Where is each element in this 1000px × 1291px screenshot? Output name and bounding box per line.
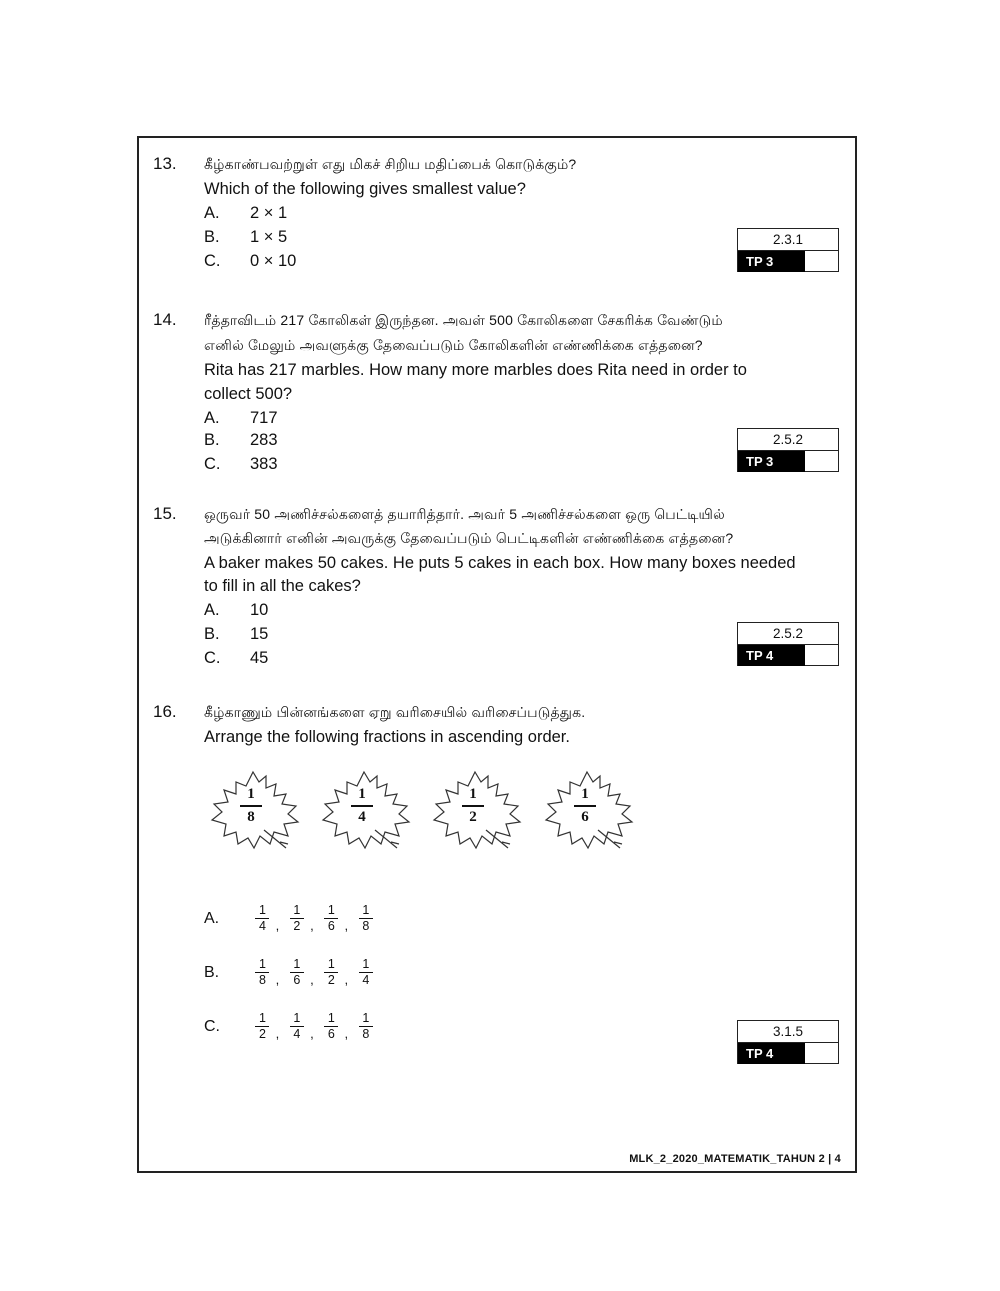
question-tamil-text: கீழ்காண்பவற்றுள் எது மிகச் சிறிய மதிப்பைக் கொடுக்கும்? (204, 156, 577, 172)
fraction: $\frac{1}{6}$ (323, 904, 339, 933)
question-english-text: collect 500? (204, 385, 293, 403)
question-english-text: Arrange the following fractions in ascending order. (204, 728, 570, 746)
question-english-text: A baker makes 50 cakes. He puts 5 cakes in each box. How many boxes needed (204, 554, 796, 572)
skill-code: 2.5.2 (738, 429, 838, 451)
fraction: $\frac{1}{4}$ (358, 958, 374, 987)
question-tamil-text: கீழ்காணும் பின்னங்களை ஏறு வரிசையில் வரிசைப்படுத்துக. (204, 704, 586, 720)
fraction: $\frac{1}{2}$ (254, 1012, 270, 1041)
fraction: $\frac{1}{6}$ (289, 958, 305, 987)
fraction: $\frac{1}{8}$ (254, 958, 270, 987)
fraction: $\frac{1}{4}$ (254, 904, 270, 933)
skill-code: 3.1.5 (738, 1021, 838, 1043)
option-a[interactable]: A. 10 (204, 601, 269, 619)
maple-leaf-fraction: 1 8 (208, 768, 308, 854)
skill-level-box (737, 228, 839, 272)
page-footer: MLK_2_2020_MATEMATIK_TAHUN 2 | 4 (629, 1153, 841, 1165)
question-number: 14. (153, 310, 177, 329)
fraction: $\frac{1}{8}$ (358, 904, 374, 933)
maple-leaf-fraction: 1 6 (542, 768, 642, 854)
tp-level: TP 3 (738, 451, 805, 472)
question-tamil-text: அடுக்கினார் எனின் அவருக்கு தேவைப்படும் பெட்டிகளின் எண்ணிக்கை எத்தனை? (204, 530, 734, 546)
option-b[interactable]: B. 15 (204, 625, 269, 643)
maple-leaf-fraction: 1 4 (319, 768, 419, 854)
option-b[interactable]: B. 283 (204, 431, 278, 449)
option-c[interactable]: C. 0 × 10 (204, 252, 297, 270)
question-number: 15. (153, 504, 177, 523)
worksheet-page (137, 136, 857, 1173)
question-english-text: Rita has 217 marbles. How many more marbles does Rita need in order to (204, 361, 747, 379)
question-number: 16. (153, 702, 177, 721)
option-a[interactable]: A. 2 × 1 (204, 204, 288, 222)
skill-code: 2.3.1 (738, 229, 838, 251)
option-c[interactable]: C. 45 (204, 649, 269, 667)
question-number: 13. (153, 154, 177, 173)
fraction: $\frac{1}{4}$ (289, 1012, 305, 1041)
option-a[interactable]: A. 717 (204, 409, 278, 427)
skill-level-box (737, 622, 839, 666)
fraction: $\frac{1}{2}$ (323, 958, 339, 987)
question-tamil-text: எனில் மேலும் அவளுக்கு தேவைப்படும் கோலிகளின் எண்ணிக்கை எத்தனை? (204, 337, 703, 353)
question-english-text: Which of the following gives smallest value? (204, 180, 526, 198)
fraction: $\frac{1}{6}$ (323, 1012, 339, 1041)
option-a[interactable]: A. $\frac{1}{4}$ , $\frac{1}{2}$ , $\frac{1}{6}$ , $\frac{1}{8}$ (204, 904, 374, 933)
maple-leaf-fraction: 1 2 (430, 768, 530, 854)
skill-level-box (737, 1020, 839, 1064)
tp-level: TP 4 (738, 645, 805, 666)
option-c[interactable]: C. 383 (204, 455, 278, 473)
tp-level: TP 3 (738, 251, 805, 272)
skill-level-box (737, 428, 839, 472)
question-english-text: to fill in all the cakes? (204, 577, 361, 595)
skill-code: 2.5.2 (738, 623, 838, 645)
question-tamil-text: ஒருவர் 50 அணிச்சல்களைத் தயாரித்தார். அவர் 5 அணிச்சல்களை ஒரு பெட்டியில் (204, 506, 725, 522)
option-c[interactable]: C. $\frac{1}{2}$ , $\frac{1}{4}$ , $\frac{1}{6}$ , $\frac{1}{8}$ (204, 1012, 374, 1041)
option-b[interactable]: B. 1 × 5 (204, 228, 288, 246)
tp-level: TP 4 (738, 1043, 805, 1064)
fraction: $\frac{1}{2}$ (289, 904, 305, 933)
option-b[interactable]: B. $\frac{1}{8}$ , $\frac{1}{6}$ , $\frac{1}{2}$ , $\frac{1}{4}$ (204, 958, 374, 987)
fraction: $\frac{1}{8}$ (358, 1012, 374, 1041)
question-tamil-text: ரீத்தாவிடம் 217 கோலிகள் இருந்தன. அவள் 500 கோலிகளை சேகரிக்க வேண்டும் (204, 312, 723, 328)
